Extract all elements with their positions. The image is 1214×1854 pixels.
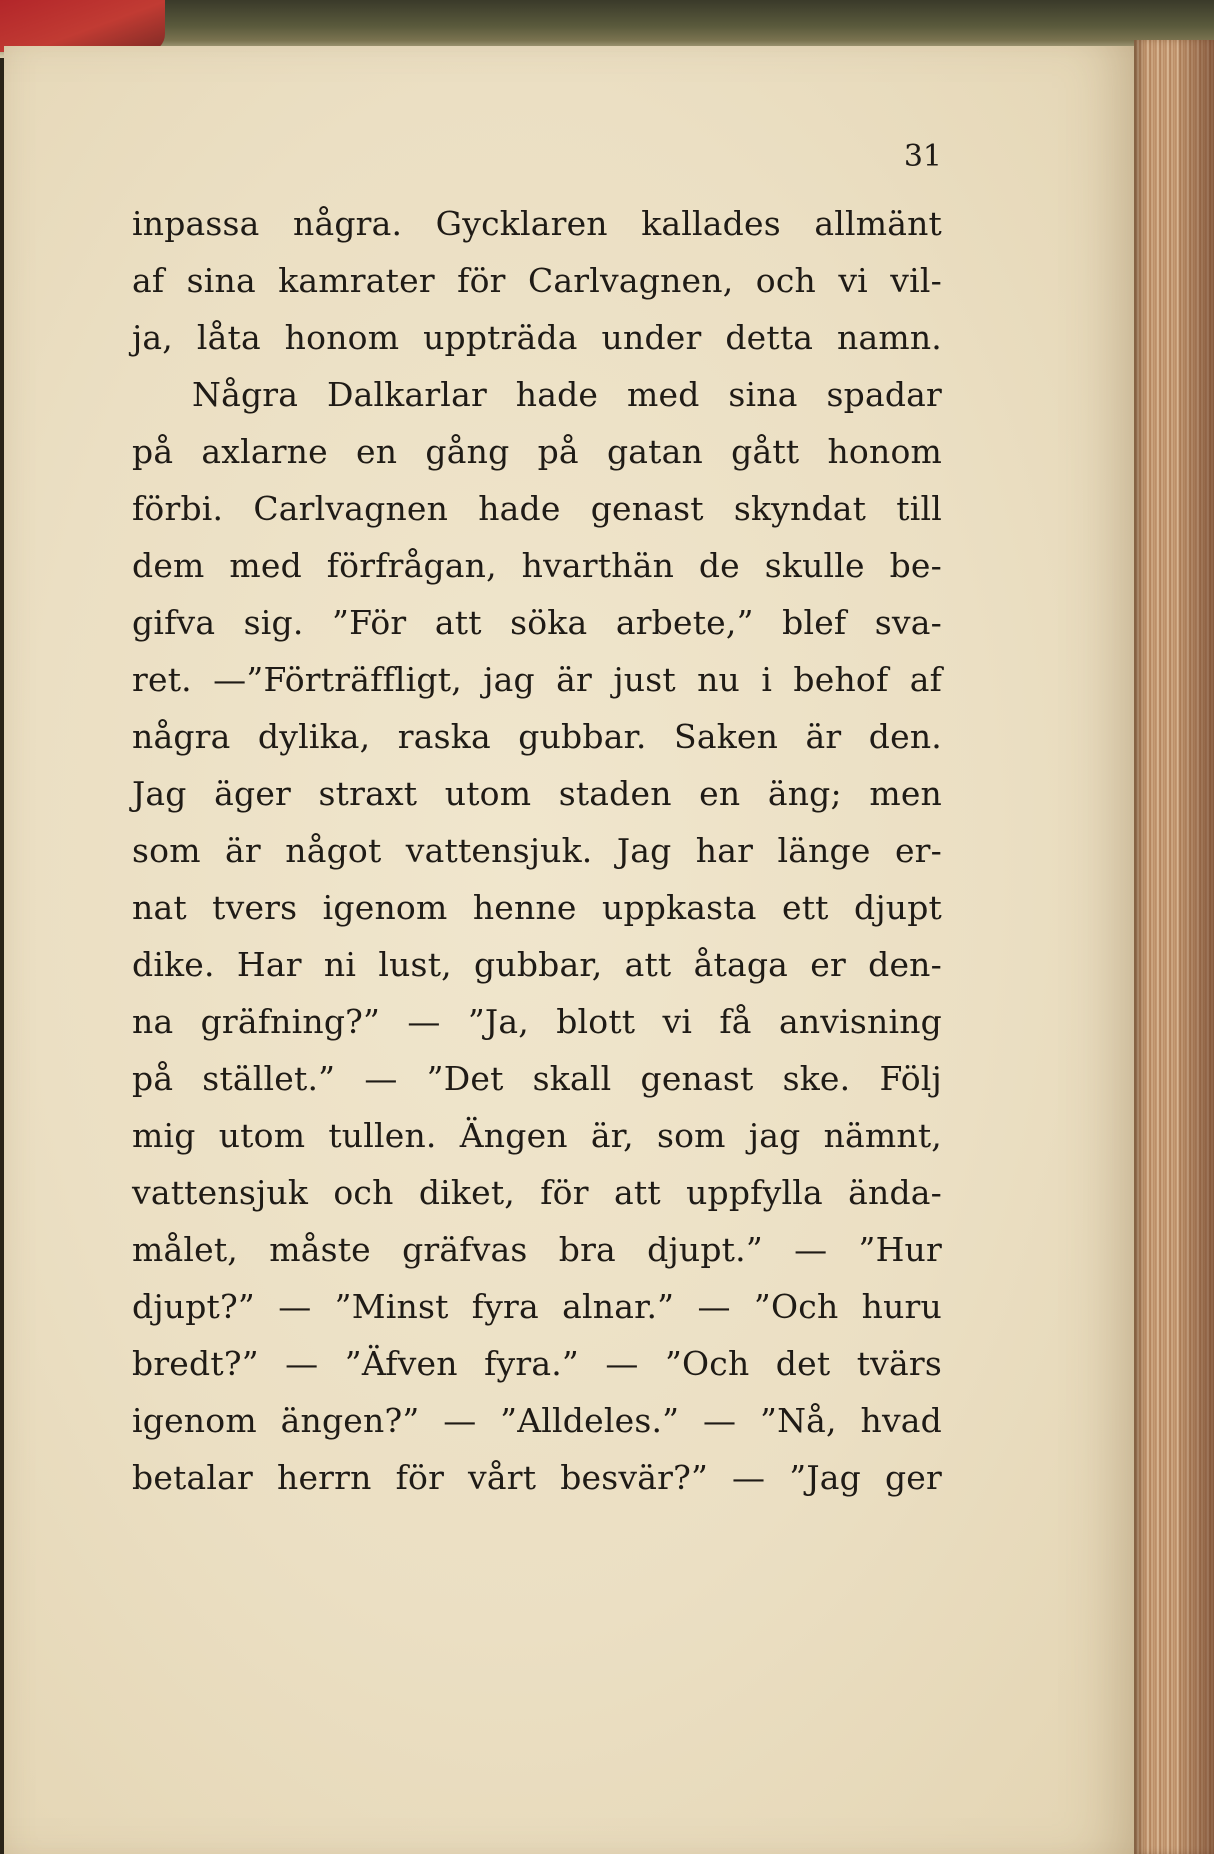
text-line: Några Dalkarlar hade med sina spadar <box>192 375 942 414</box>
text-line: mig utom tullen. Ängen är, som jag nämnt, <box>132 1116 942 1155</box>
book-page <box>4 46 1134 1854</box>
text-line: na gräfning?” — ”Ja, blott vi få anvisning <box>132 1002 942 1041</box>
text-line: ja, låta honom uppträda under detta namn. <box>132 318 942 357</box>
text-line: som är något vattensjuk. Jag har länge er- <box>132 831 942 870</box>
text-line: dem med förfrågan, hvarthän de skulle be- <box>132 546 942 585</box>
text-line: djupt?” — ”Minst fyra alnar.” — ”Och huru <box>132 1287 942 1326</box>
text-line: målet, måste gräfvas bra djupt.” — ”Hur <box>132 1230 942 1269</box>
text-line: bredt?” — ”Äfven fyra.” — ”Och det tvärs <box>132 1344 942 1383</box>
page-edges-shade <box>1178 40 1214 1854</box>
text-line: vattensjuk och diket, för att uppfylla ända- <box>132 1173 942 1212</box>
text-line: betalar herrn för vårt besvär?” — ”Jag ger <box>132 1458 942 1497</box>
text-line: nat tvers igenom henne uppkasta ett djupt <box>132 888 942 927</box>
text-line: ret. —”Förträffligt, jag är just nu i behof af <box>132 660 942 699</box>
page-number: 31 <box>903 139 942 174</box>
red-cover-corner <box>0 0 165 52</box>
text-line: förbi. Carlvagnen hade genast skyndat till <box>132 489 942 528</box>
text-line: på axlarne en gång på gatan gått honom <box>132 432 942 471</box>
text-line: Jag äger straxt utom staden en äng; men <box>132 774 942 813</box>
text-line: dike. Har ni lust, gubbar, att åtaga er den- <box>132 945 942 984</box>
text-line: inpassa några. Gycklaren kallades allmänt <box>132 204 942 243</box>
text-line: af sina kamrater för Carlvagnen, och vi vil- <box>132 261 942 300</box>
text-line: på stället.” — ”Det skall genast ske. Följ <box>132 1059 942 1098</box>
text-line: några dylika, raska gubbar. Saken är den. <box>132 717 942 756</box>
text-line: gifva sig. ”För att söka arbete,” blef sva- <box>132 603 942 642</box>
text-line: igenom ängen?” — ”Alldeles.” — ”Nå, hvad <box>132 1401 942 1440</box>
